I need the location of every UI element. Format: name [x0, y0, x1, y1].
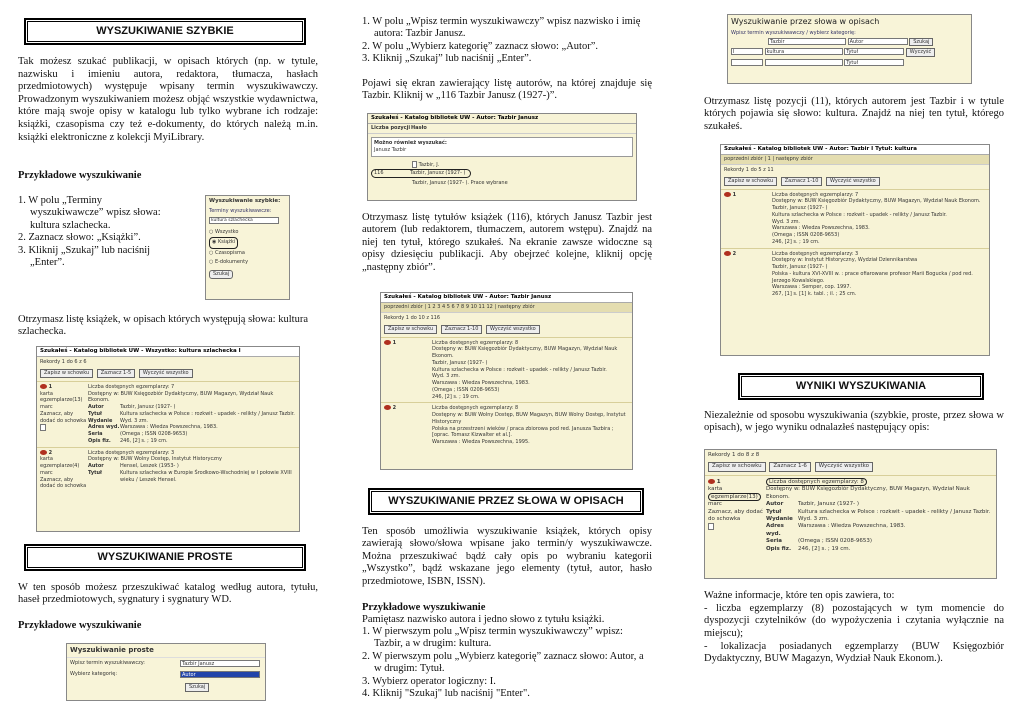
operator-select[interactable]: I — [731, 48, 763, 55]
term-input-3[interactable] — [765, 59, 843, 66]
author-value[interactable]: Tazbir, Janusz (1927- ) — [772, 205, 828, 212]
locations-text: Dostępny w: BUW Wolny Dostęp, BUW Magazyn, BUW Wolny Dostęp, Instytut Historyczny — [432, 412, 626, 425]
card-link[interactable]: karta — [708, 486, 723, 493]
copies-link[interactable]: egzemplarze(4) — [40, 463, 80, 470]
words-intro-text: Ten sposób umożliwia wyszukiwanie książek, których opisy zawierają słowo/słowa wpisane jako termin/y wyszukiwawcze. Można przeszukiwać bądź cały opis po wybraniu kategorii „Wszystko”, bądź wskazane jego elementy (tytuł, autor, hasło przedmiotowe, ISBN, ISSN). — [362, 526, 652, 587]
words-list-pager[interactable]: poprzedni zbiór | 1 | następny zbiór — [721, 155, 989, 165]
heading-column-header: Hasło — [411, 125, 427, 132]
example-intro: Pamiętasz nazwisko autora i jedno słowo z tytułu książki. — [362, 614, 605, 625]
author-label: Autor — [766, 501, 784, 508]
author-value[interactable]: Tazbir, Janusz (1927- ) — [798, 501, 859, 508]
availability-text: Liczba dostępnych egzemplarzy: 7 — [772, 191, 859, 198]
marc-link[interactable]: marc — [40, 469, 53, 476]
titles-pager[interactable]: poprzedni zbiór | 1 2 3 4 5 6 7 8 9 10 11 12 | następny zbiór — [381, 303, 632, 313]
mark-label: Zaznacz, aby dodać do schowka — [708, 508, 763, 522]
simple-category-select[interactable]: Autor — [180, 671, 260, 678]
heading-simple-search-box — [24, 544, 306, 571]
term-input-1[interactable]: Tazbir — [768, 38, 846, 45]
physical-value: 246, [2] s. ; 19 cm. — [772, 238, 820, 245]
copies-link[interactable]: egzemplarze(13) — [708, 493, 761, 501]
final-result-screenshot: Rekordy 1 do 8 z 8 Zapisz w schowku Zaznacz 1-6 Wyczyść wszystko 1 karta egzemplarze(13) marc Zaznacz, aby dodać do schowka Liczba dostępnych egzemplarzy: 8 Dostępny w: BUW Księgozbiór Dydaktyczny, BUW Magazyn, Wydział Nauk Ekonom. Autor Tazbir, Janusz (1927- ) Tytuł Kultura szlachecka w Polsce : rozkwit - upadek - relikty / Janusz Tazbir. Wydanie Wyd. 3 zm. Adres wyd. Warszawa : Wiedza Powszechna, 1983. Seria (Omega ; ISSN 0208-9653) Opis fiz. 246, [2] s. ; 19 cm. — [704, 449, 997, 579]
heading-words-search: WYSZUKIWANIE PRZEZ SŁOWA W OPISACH — [371, 491, 641, 512]
quick-intro-text: Tak możesz szukać publikacji, w opisach których (np. w tytule, nazwisku i imieniu autora, redaktora, tłumacza, hasłach przedmiotowych) występuje wpisany termin wyszukiwawczy. Prowadzonym wyszukiwaniem możesz objąć wszystkie wydawnictwa, które mają swoje opisy w katalogu lub tylko wybrane ich rodzaje: książki, czasopisma czy też e-dokumenty, do których należą m.in. książki elektroniczne z kolekcji MyiLibrary. — [18, 56, 318, 143]
title-value[interactable]: Kultura szlachecka w Polsce : rozkwit - upadek - relikty / Janusz Tazbir. — [120, 410, 295, 417]
quick-shot-title: Wyszukiwanie szybkie: — [209, 198, 281, 204]
availability-text: Liczba dostępnych egzemplarzy: 3 — [88, 449, 175, 456]
title-value[interactable]: Kultura szlachecka w Europie Środkowo-Wschodniej w I połowie XVIII wieku / Leszek Hensel. — [120, 469, 292, 483]
author-label: Autor — [88, 463, 104, 470]
quick-search-screenshot — [205, 195, 290, 300]
edition-value: Wyd. 3 zm. — [772, 218, 801, 225]
book-icon — [40, 450, 47, 455]
author-row-2[interactable]: 116 Tazbir, Janusz (1927- ) — [371, 169, 471, 178]
quick-step-1: 1. W polu „Terminy wyszukiwawcze” wpisz słowa: kultura szlachecka. — [18, 195, 161, 231]
operator-select-2[interactable] — [731, 59, 763, 66]
words-search-screenshot — [727, 14, 972, 84]
publisher-value: Warszawa : Semper, cop. 1997. — [772, 284, 852, 291]
mark-range-button[interactable]: Zaznacz 1-6 — [769, 462, 811, 471]
simple-category-label: Wybierz kategorię: — [70, 671, 118, 678]
example-heading-2: Przykładowe wyszukiwanie — [18, 620, 142, 631]
edition-label: Wydanie — [766, 515, 793, 522]
also-search-value[interactable]: Janusz Tazbir — [374, 146, 407, 153]
quick-steps — [18, 195, 176, 269]
words-shot-title: Wyszukiwanie przez słowa w opisach — [731, 17, 880, 26]
authors-list-text: Pojawi się ekran zawierający listę autorów, na której znajduje się Tazbir. Kliknij w „116 Tazbir Janusz (1927-)”. — [362, 78, 652, 102]
book-icon — [724, 251, 731, 256]
titles-header: Szukałeś - Katalog bibliotek UW - Autor: Tazbir Janusz — [381, 293, 632, 303]
locations-text: Dostępny w: BUW Księgozbiór Dydaktyczny, BUW Magazyn, Wydział Nauk Ekonom. — [432, 346, 618, 360]
simple-steps — [362, 16, 652, 66]
author-value[interactable]: Tazbir, Janusz (1927- ) — [772, 264, 828, 271]
important-info-label: Ważne informacje, które ten opis zawiera, to: — [704, 590, 895, 601]
locations-text: Dostępny w: Instytut Historyczny, Wydział Dziennikarstwa — [772, 257, 918, 264]
words-step-1: 1. W pierwszym polu „Wpisz termin wyszukiwawczy” wpisz: Tazbir, a w drugim: kultura. — [362, 626, 623, 650]
author-label: Autor — [88, 404, 104, 411]
author-checkbox[interactable] — [412, 161, 417, 168]
titles-list-text: Otrzymasz listę tytułów książek (116), których Janusz Tazbir jest autorem (lub redaktorem, tłumaczem, autorem wstępu). Znajdź na niej ten tytuł, którego szukałeś. Na ekranie zawsze widoczne są opisy dziesięciu publikacji. Aby obejrzeć kolejne, kliknij opcję „następny zbiór”. — [362, 212, 652, 273]
authors-header: Szukałeś - Katalog bibliotek UW - Autor: Tazbir Janusz — [368, 114, 636, 124]
example-heading-3: Przykładowe wyszukiwanie — [362, 602, 486, 613]
words-steps — [362, 626, 652, 700]
availability-text: Liczba dostępnych egzemplarzy: 7 — [88, 383, 175, 390]
clear-all-button[interactable]: Wyczyść wszystko — [486, 325, 540, 334]
card-link[interactable]: karta — [40, 456, 53, 463]
also-search-label: Możno również wyszukać: — [374, 140, 447, 147]
term-input-2[interactable]: kultura — [765, 48, 843, 55]
card-link[interactable]: karta — [40, 390, 53, 397]
physical-label: Opis fiz. — [766, 545, 792, 552]
list1-header: Szukałeś - Katalog bibliotek UW - Wszystko: kultura szlachecka I — [37, 347, 299, 357]
title-label: Tytuł — [88, 410, 102, 417]
series-value[interactable]: (Omega ; ISSN 0208-9653) — [798, 538, 873, 545]
heading-simple-search: WYSZUKIWANIE PROSTE — [27, 547, 303, 568]
physical-value: 246, [2] s. ; 19 cm. — [120, 437, 168, 444]
book-icon — [708, 479, 715, 484]
quick-shot-input[interactable]: kultura szlachecka — [209, 217, 279, 224]
results-intro-text: Niezależnie od sposobu wyszukiwania (szybkie, proste, przez słowa w opisach), w jego wyniku odnalazłeś następujący opis: — [704, 410, 1004, 434]
words-step-4: 4. Kliknij "Szukaj" lub naciśnij "Enter". — [362, 687, 530, 699]
title-value[interactable]: Polska - kultura XVI-XVIII w. : prace ofiarowane profesor Marii Bogucka / pod red. Jerzego Kowalskiego. — [772, 270, 973, 284]
simple-step-3: 3. Kliknij „Szukaj” lub naciśnij „Enter”. — [362, 53, 532, 65]
publisher-label: Adres wyd. — [88, 424, 120, 431]
mark-label: Zaznacz, aby dodać do schowka — [40, 476, 87, 490]
list1-records: Rekordy 1 do 6 z 6 — [40, 359, 87, 366]
title-value[interactable]: Kultura szlachecka w Polsce : rozkwit - upadek - relikty / Janusz Tazbir. — [432, 366, 607, 373]
physical-label: Opis fiz. — [88, 437, 111, 444]
book-icon — [724, 192, 731, 197]
book-icon — [384, 405, 391, 410]
publisher-label: Adres wyd. — [766, 523, 784, 537]
example-heading: Przykładowe wyszukiwanie — [18, 170, 142, 181]
locations-text: Dostępny w: BUW Księgozbiór Dydaktyczny, BUW Magazyn, Wydział Nauk Ekonom. — [88, 390, 274, 404]
quick-result-text: Otrzymasz listę książek, w opisach których występują słowa: kultura szlachecka. — [18, 314, 308, 338]
mark-range-button[interactable]: Zaznacz 1-10 — [781, 177, 823, 186]
physical-value: 246, [2] s. ; 19 cm. — [432, 393, 480, 400]
heading-quick-search: WYSZUKIWANIE SZYBKIE — [27, 21, 303, 42]
simple-term-label: Wpisz termin wyszukiwawczy: — [70, 660, 145, 667]
clear-all-button[interactable]: Wyczyść wszystko — [139, 369, 193, 378]
publisher-value: Warszawa : Wiedza Powszechna, 1983. — [432, 380, 530, 387]
physical-value: 267, [1] s. [1] k. tabl. ; il. ; 25 cm. — [772, 291, 857, 298]
titles-screenshot: Szukałeś - Katalog bibliotek UW - Autor: Tazbir Janusz poprzedni zbiór | 1 2 3 4 5 6 7 8 9 10 11 12 | następny zbiór Rekordy 1 do 10 z 116 Zapisz w schowku Zaznacz 1-10 Wyczyść wszystko 1 Liczba dostępnych egzemplarzy: 8 Dostępny w: BUW Księgozbiór Dydaktyczny, BUW Magazyn, Wydział Nauk Ekonom. Tazbir, Janusz (1927- ) Kultura szlachecka w Polsce : rozkwit - upadek - relikty / Janusz Tazbir. Wyd. 3 zm. Warszawa : Wiedza Powszechna, 1983. (Omega ; ISSN 0208-9653) 246, [2] s. ; 19 cm. 2 Liczba dostępnych egzemplarzy: 8 Dostępny w: BUW Wolny Dostęp, BUW Magazyn, BUW Wolny Dostęp, Instytut Historyczny Polska na przestrzeni wieków / praca zbiorowa pod red. Janusza Tazbira ; [oprac. Tomasz Kizwalter et al.]. Warszawa : Wiedza Powszechna, 1995. — [380, 292, 633, 470]
title-label: Tytuł — [88, 469, 102, 476]
words-step-2: 2. W pierwszym polu „Wybierz kategorię” zaznacz słowo: Autor, a w drugim: Tytuł. — [362, 650, 644, 675]
publisher-value: Warszawa : Wiedza Powszechna, 1983. — [120, 424, 218, 431]
quick-step-3: 3. Kliknij „Szukaj” lub naciśnij „Enter”. — [18, 244, 151, 268]
edition-value: Wyd. 3 zm. — [798, 515, 829, 522]
physical-value: 246, [2] s. ; 19 cm. — [798, 545, 851, 552]
option-wszystko[interactable]: ○ Wszystko — [209, 228, 239, 235]
words-search-button[interactable]: Szukaj — [909, 38, 933, 47]
publisher-value: Warszawa : Wiedza Powszechna, 1983. — [798, 523, 906, 530]
count-column-header: Liczba pozycji — [371, 125, 411, 132]
series-value[interactable]: (Omega ; ISSN 0208-9653) — [772, 232, 840, 239]
words-list-header: Szukałeś - Katalog bibliotek UW - Autor: Tazbir I Tytuł: kultura — [721, 145, 989, 155]
important-bullet-1: - liczba egzemplarzy (8) pozostających w tym momencie do dyspozycji czytelników (do wypożyczenia i czytania wyłącznie na miejscu); — [704, 603, 1004, 639]
column-right — [704, 0, 1004, 724]
save-to-cart-button[interactable]: Zapisz w schowku — [708, 462, 766, 471]
publisher-value: Warszawa : Wiedza Powszechna, 1995. — [432, 439, 530, 446]
locations-text: Dostępny w: BUW Księgozbiór Dydaktyczny, BUW Magazyn, Wydział Nauk Ekonom. — [766, 486, 970, 500]
availability-text: Liczba dostępnych egzemplarzy: 8 — [766, 478, 867, 486]
author-value[interactable]: Hensel, Leszek (1953- ) — [120, 463, 179, 470]
edition-value: Wyd. 3 zm. — [432, 373, 461, 380]
title-value[interactable]: Kultura szlachecka w Polsce : rozkwit - upadek - relikty / Janusz Tazbir. — [772, 211, 947, 218]
heading-quick-search-box — [24, 18, 306, 45]
save-to-cart-button[interactable]: Zapisz w schowku — [384, 325, 437, 334]
clear-all-button[interactable]: Wyczyść wszystko — [815, 462, 873, 471]
simple-shot-title: Wyszukiwanie proste — [70, 646, 154, 654]
edition-value: Wyd. 3 zm. — [120, 417, 149, 424]
heading-results: WYNIKI WYSZUKIWANIA — [741, 376, 981, 397]
marc-link[interactable]: marc — [40, 404, 53, 411]
series-value[interactable]: (Omega ; ISSN 0208-9653) — [120, 431, 188, 438]
words-list-records: Rekordy 1 do 5 z 11 — [724, 167, 774, 174]
author-value[interactable]: Tazbir, Janusz (1927- ) — [120, 404, 176, 411]
availability-text: Liczba dostępnych egzemplarzy: 8 — [432, 339, 519, 346]
simple-intro-text: W ten sposób możesz przeszukiwać katalog według autora, tytułu, haseł przedmiotowych, sygnatury i sygnatury WD. — [18, 582, 318, 606]
words-shot-sub: Wpisz termin wyszukiwawczy / wybierz kategorię: — [731, 29, 856, 36]
quick-results-screenshot: Szukałeś - Katalog bibliotek UW - Wszystko: kultura szlachecka I Rekordy 1 do 6 z 6 Zapisz w schowku Zaznacz 1-5 Wyczyść wszystko 1 karta egzemplarze(13) marc Zaznacz, aby dodać do schowka Liczba dostępnych egzemplarzy: 7 Dostępny w: BUW Księgozbiór Dydaktyczny, BUW Magazyn, Wydział Nauk Ekonom. Autor Tazbir, Janusz (1927- ) Tytuł Kultura szlachecka w Polsce : rozkwit - upadek - relikty / Janusz Tazbir. Wydanie Wyd. 3 zm. Adres wyd. Warszawa : Wiedza Powszechna, 1983. Seria (Omega ; ISSN 0208-9653) Opis fiz. 246, [2] s. ; 19 cm. 2 karta egzemplarze(4) marc Zaznacz, aby dodać do schowka Liczba dostępnych egzemplarzy: 3 Dostępny w: BUW Wolny Dostęp, Instytut Historyczny Autor Hensel, Leszek (1953- ) Tytuł Kultura szlachecka w Europie Środkowo-Wschodniej w I połowie XVIII wieku / Leszek Hensel. — [36, 346, 300, 532]
simple-term-input[interactable]: Tazbir Janusz — [180, 660, 260, 667]
heading-words-search-box — [368, 488, 644, 515]
availability-text: Liczba dostępnych egzemplarzy: 3 — [772, 250, 859, 257]
edition-label: Wydanie — [88, 417, 113, 424]
simple-step-2: 2. W polu „Wybierz kategorię” zaznacz słowo: „Autor”. — [362, 40, 599, 52]
quick-shot-search-button[interactable]: Szukaj — [209, 270, 233, 279]
option-czasopisma[interactable]: ○ Czasopisma — [209, 249, 245, 256]
mark-label: Zaznacz, aby dodać do schowka — [40, 410, 87, 424]
quick-shot-terms-label: Terminy wyszukiwawcze: — [209, 208, 272, 215]
result-records: Rekordy 1 do 8 z 8 — [708, 452, 760, 458]
book-icon — [384, 340, 391, 345]
series-label: Seria — [766, 538, 783, 545]
copies-link[interactable]: egzemplarze(13) — [40, 397, 83, 404]
availability-text: Liczba dostępnych egzemplarzy: 8 — [432, 405, 519, 412]
clear-all-button[interactable]: Wyczyść wszystko — [826, 177, 880, 186]
book-icon — [40, 384, 47, 389]
title-label: Tytuł — [766, 508, 782, 515]
title-value[interactable]: Kultura szlachecka w Polsce : rozkwit - upadek - relikty / Janusz Tazbir. — [798, 508, 991, 515]
category-select-3[interactable]: Tytuł — [844, 59, 904, 66]
author-row-3[interactable]: Tazbir, Janusz (1927- ). Prace wybrane — [412, 180, 508, 187]
category-select-2[interactable]: Tytuł — [844, 48, 904, 55]
save-to-cart-button[interactable]: Zapisz w schowku — [40, 369, 93, 378]
locations-text: Dostępny w: BUW Wolny Dostęp, Instytut Historyczny — [88, 456, 223, 463]
authors-screenshot — [367, 113, 637, 201]
simple-step-1: 1. W polu „Wpisz termin wyszukiwawczy” wpisz nazwisko i imię autora: Tazbir Janusz. — [362, 16, 641, 40]
mark-range-button[interactable]: Zaznacz 1-5 — [97, 369, 135, 378]
save-to-cart-button[interactable]: Zapisz w schowku — [724, 177, 777, 186]
locations-text: Dostępny w: BUW Księgozbiór Dydaktyczny, BUW Magazyn, Wydział Nauk Ekonom. — [772, 198, 981, 205]
words-step-3: 3. Wybierz operator logiczny: I. — [362, 675, 496, 687]
author-value[interactable]: Tazbir, Janusz (1927- ) — [432, 359, 488, 366]
option-e-dokumenty[interactable]: ○ E-dokumenty — [209, 259, 249, 266]
mark-checkbox[interactable] — [708, 523, 714, 530]
mark-checkbox[interactable] — [40, 424, 46, 431]
publisher-value: Warszawa : Wiedza Powszechna, 1983. — [772, 225, 870, 232]
simple-search-screenshot — [66, 643, 266, 701]
heading-results-box — [738, 373, 984, 400]
words-result-text: Otrzymasz listę pozycji (11), których autorem jest Tazbir i w tytule których pojawia się słowo: kultura. Znajdź na niej ten tytuł, którego szukałeś. — [704, 96, 1004, 132]
series-label: Seria — [88, 431, 103, 438]
category-select-1[interactable]: Autor — [848, 38, 908, 45]
simple-search-button[interactable]: Szukaj — [185, 683, 209, 692]
important-bullet-2: - lokalizacja posiadanych egzemplarzy (BUW Księgozbiór Dydaktyczny, BUW Magazyn, Wydział Nauk Ekonom.). — [704, 641, 1004, 665]
title-value[interactable]: Polska na przestrzeni wieków / praca zbiorowa pod red. Janusza Tazbira ; [oprac. Tomasz Kizwalter et al.]. — [432, 425, 614, 439]
marc-link[interactable]: marc — [708, 501, 722, 508]
quick-step-2: 2. Zaznacz słowo: „Książki”. — [18, 232, 141, 244]
author-row-1[interactable]: Tazbir, J. — [418, 161, 440, 168]
words-clear-button[interactable]: Wyczyść — [906, 48, 936, 57]
titles-records: Rekordy 1 do 10 z 116 — [384, 315, 441, 322]
option-ksiazki[interactable]: ◉ Książki — [209, 237, 238, 249]
mark-range-button[interactable]: Zaznacz 1-10 — [441, 325, 483, 334]
words-results-screenshot: Szukałeś - Katalog bibliotek UW - Autor: Tazbir I Tytuł: kultura poprzedni zbiór | 1 | następny zbiór Rekordy 1 do 5 z 11 Zapisz w schowku Zaznacz 1-10 Wyczyść wszystko 1 Liczba dostępnych egzemplarzy: 7 Dostępny w: BUW Księgozbiór Dydaktyczny, BUW Magazyn, Wydział Nauk Ekonom. Tazbir, Janusz (1927- ) Kultura szlachecka w Polsce : rozkwit - upadek - relikty / Janusz Tazbir. Wyd. 3 zm. Warszawa : Wiedza Powszechna, 1983. (Omega ; ISSN 0208-9653) 246, [2] s. ; 19 cm. 2 Liczba dostępnych egzemplarzy: 3 Dostępny w: Instytut Historyczny, Wydział Dziennikarstwa Tazbir, Janusz (1927- ) Polska - kultura XVI-XVIII w. : prace ofiarowane profesor Marii Bogucka / pod red. Jerzego Kowalskiego. Warszawa : Semper, cop. 1997. 267, [1] s. [1] k. tabl. ; il. ; 25 cm. — [720, 144, 990, 356]
series-value[interactable]: (Omega ; ISSN 0208-9653) — [432, 386, 500, 393]
